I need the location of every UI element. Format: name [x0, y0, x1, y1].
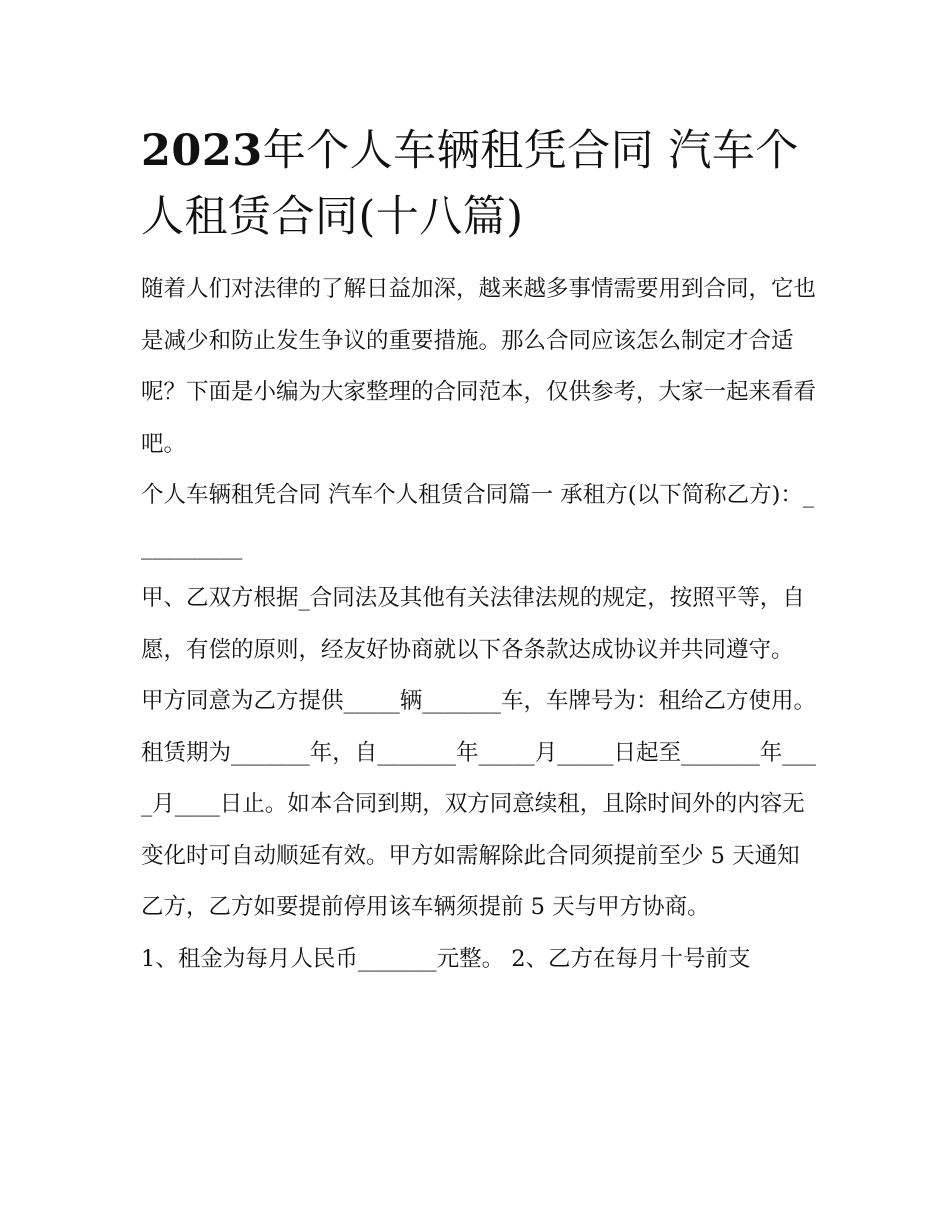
intro-paragraph: 随着人们对法律的了解日益加深，越来越多事情需要用到合同，它也是减少和防止发生争议的重要措施。那么合同应该怎么制定才合适呢？下面是小编为大家整理的合同范本，仅供参考，大家一起来看看吧。 — [141, 276, 817, 457]
title-text: 年个人车辆租凭合同 汽车个人租赁合同(十八篇) — [141, 126, 799, 242]
document-title — [141, 118, 821, 250]
contract-heading-paragraph: 个人车辆租凭合同 汽车个人租赁合同篇一 承租方(以下简称乙方)：__________ — [141, 482, 815, 560]
title-year: 2023 — [141, 126, 263, 176]
document-page — [141, 118, 821, 985]
rent-clause-paragraph: 1、租金为每月人民币_______元整。 2、乙方在每月十号前支 — [141, 945, 751, 972]
lease-terms-paragraph: 甲方同意为乙方提供_____辆_______车，车牌号为：租给乙方使用。租赁期为_______年，自_______年_____月_____日起至_______年____月____日止。如本合同到期，双方同意续租，且除时间外的内容无变化时可自动顺延有效。甲方如需解除此合同须提前至少 5 天通知乙方，乙方如要提前停用该车辆须提前 5 天与甲方协商。 — [141, 688, 817, 920]
principles-paragraph: 甲、乙双方根据_合同法及其他有关法律法规的规定，按照平等，自愿，有偿的原则，经友好协商就以下各条款达成协议并共同遵守。 — [141, 585, 805, 663]
